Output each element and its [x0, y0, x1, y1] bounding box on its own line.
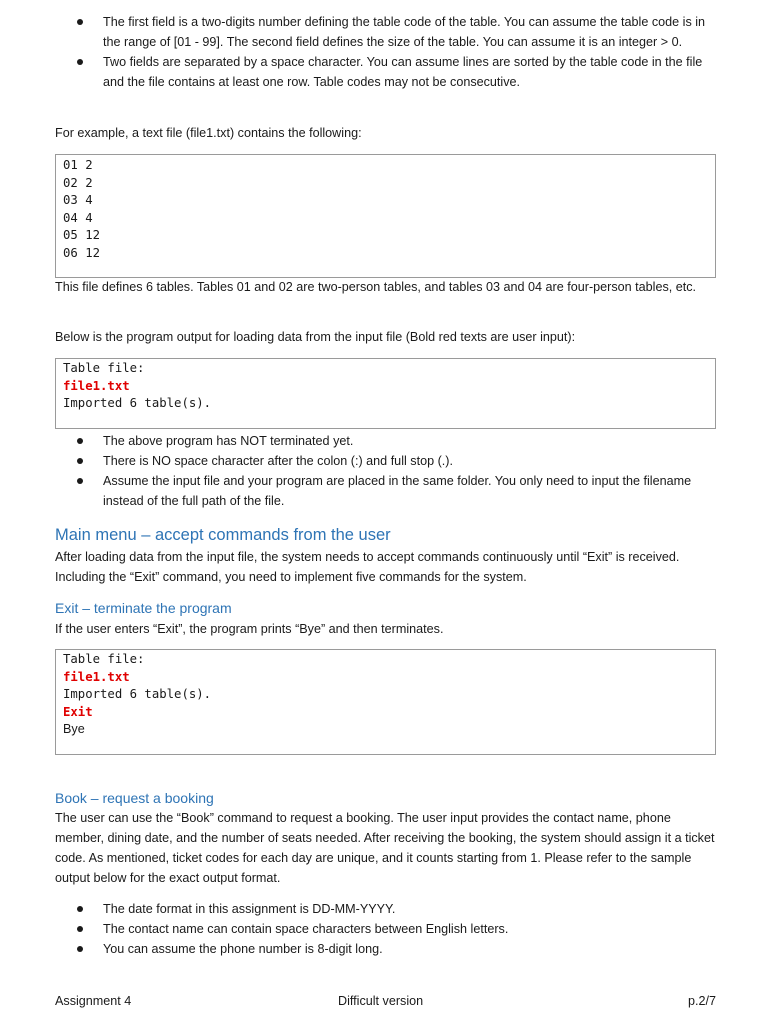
- output-line: Imported 6 table(s).: [63, 396, 212, 411]
- example-intro: For example, a text file (file1.txt) contains the following:: [55, 126, 362, 140]
- output-line: Bye: [63, 722, 85, 737]
- output-intro: Below is the program output for loading data from the input file (Bold red texts are user input):: [55, 330, 576, 344]
- book-text: The user can use the “Book” command to request a booking. The user input provides the contact name, phone member, dining date, and the number of seats needed. After receiving the booking, the system should assign it a ticket code. As mentioned, ticket codes for each day are unique, and it counts starting from 1. Please refer to the sample output below for the exact output format.: [55, 811, 715, 885]
- bullet-icon: [77, 906, 83, 912]
- bullet-icon: [77, 438, 83, 444]
- exit-output-box: [55, 649, 716, 755]
- exit-heading: Exit – terminate the program: [55, 600, 232, 616]
- list-item: The above program has NOT terminated yet.: [55, 431, 723, 451]
- list-item: You can assume the phone number is 8-digit long.: [55, 939, 723, 959]
- bullet-icon: [77, 946, 83, 952]
- bullet-icon: [77, 478, 83, 484]
- output-line: Table file:: [63, 652, 145, 666]
- footer-page-number: p.2/7: [687, 994, 716, 1008]
- file-contents-box: [55, 154, 716, 278]
- file-line: 03 4: [63, 193, 93, 208]
- list-item: Assume the input file and your program are placed in the same folder. You only need to input the filename instead of the full path of the file.: [55, 471, 723, 511]
- file-line: 04 4: [63, 210, 93, 225]
- footer-center: Difficult version: [338, 994, 424, 1008]
- list-item: There is NO space character after the colon (:) and full stop (.).: [55, 451, 723, 471]
- user-input-line: Exit: [63, 704, 93, 719]
- bullet-icon: [77, 926, 83, 932]
- program-output-box: [55, 358, 716, 429]
- footer-left: Assignment 4: [55, 994, 132, 1008]
- bullet-icon: [77, 19, 83, 25]
- list-item: The contact name can contain space characters between English letters.: [55, 919, 723, 939]
- file-line: 06 12: [63, 245, 101, 260]
- file-line: 05 12: [63, 228, 101, 243]
- intro-bullet-list: [55, 12, 723, 92]
- user-input-line: file1.txt: [63, 669, 130, 684]
- exit-text: If the user enters “Exit”, the program prints “Bye” and then terminates.: [55, 622, 444, 636]
- bullet-icon: [77, 458, 83, 464]
- bullet-icon: [77, 59, 83, 65]
- user-input-line: file1.txt: [63, 378, 130, 393]
- main-menu-text: After loading data from the input file, the system needs to accept commands continuously until “Exit” is received. Including the “Exit” command, you need to implement five commands for the system.: [55, 550, 680, 584]
- book-heading: Book – request a booking: [55, 790, 214, 806]
- file-line: 01 2: [63, 158, 93, 172]
- list-item: The first field is a two-digits number defining the table code of the table. You can assume the table code is in the range of [01 - 99]. The second field defines the size of the table. You can assume it is an integer > 0.: [55, 12, 723, 52]
- file-description: This file defines 6 tables. Tables 01 and 02 are two-person tables, and tables 03 and 04 are four-person tables, etc.: [55, 280, 697, 294]
- notes-bullet-list: [55, 431, 723, 511]
- book-bullet-list: [55, 899, 723, 959]
- output-line: Imported 6 table(s).: [63, 687, 212, 702]
- list-item: The date format in this assignment is DD-MM-YYYY.: [55, 899, 723, 919]
- file-line: 02 2: [63, 175, 93, 190]
- main-menu-heading: Main menu – accept commands from the user: [55, 526, 391, 544]
- list-item: Two fields are separated by a space character. You can assume lines are sorted by the table code in the file and the file contains at least one row. Table codes may not be consecutive.: [55, 52, 723, 92]
- output-line: Table file:: [63, 361, 145, 375]
